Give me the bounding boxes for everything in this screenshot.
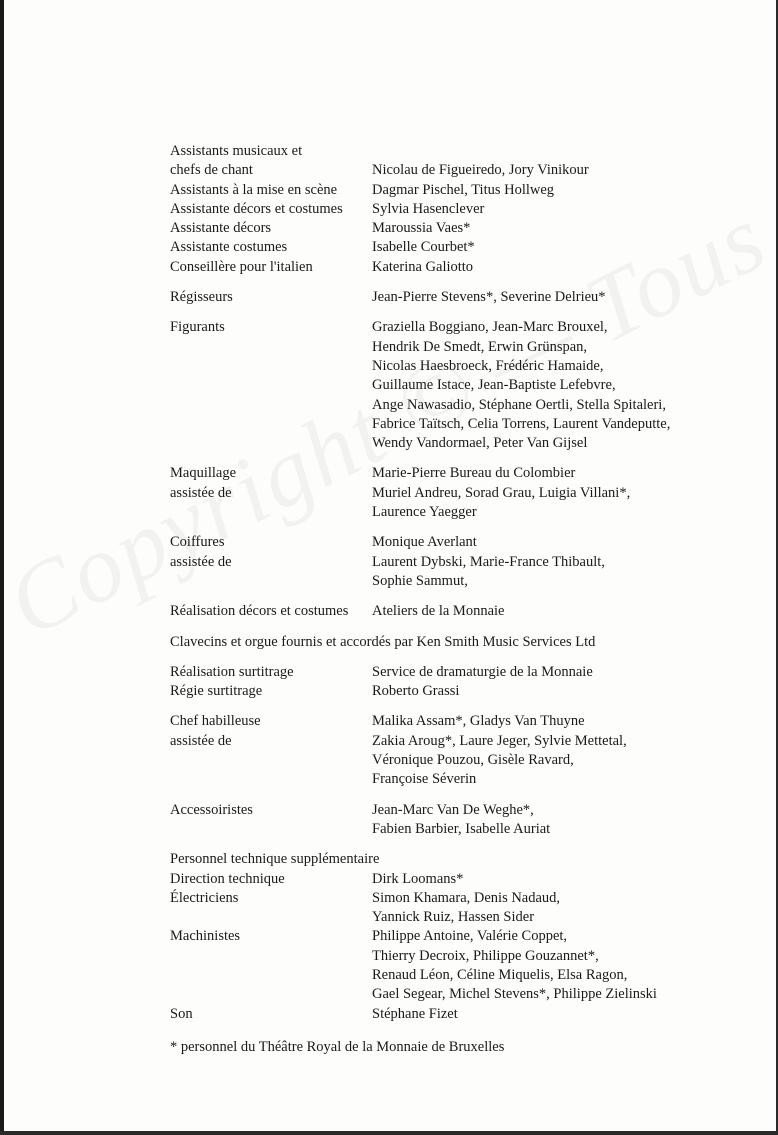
credit-role-label — [170, 966, 372, 985]
credit-row — [170, 376, 730, 395]
credit-row — [170, 908, 730, 927]
credit-names: Monique Averlant — [372, 534, 477, 551]
credit-row — [170, 801, 730, 820]
credit-role-label — [170, 908, 372, 927]
credit-role-label: Assistants musicaux et — [170, 143, 303, 159]
credit-role-label — [170, 820, 372, 839]
credit-role-label — [170, 947, 372, 966]
credit-row — [170, 288, 730, 307]
credit-section — [170, 663, 730, 702]
credit-row — [170, 602, 730, 621]
credit-row — [170, 434, 730, 453]
credit-row — [170, 238, 730, 257]
credit-row — [170, 682, 730, 701]
credit-role-label — [170, 415, 372, 434]
credit-names: Fabien Barbier, Isabelle Auriat — [372, 820, 551, 837]
credit-row — [170, 947, 730, 966]
credit-row — [170, 161, 730, 180]
credit-names: Roberto Grassi — [372, 683, 460, 700]
credit-row — [170, 484, 730, 503]
credit-role-label — [170, 503, 372, 522]
credit-role-label: Assistants à la mise en scène — [170, 181, 338, 198]
credit-role-label — [170, 572, 372, 591]
credit-names: Nicolau de Figueiredo, Jory Vinikour — [372, 162, 589, 179]
credit-section — [170, 712, 730, 789]
credit-names: Philippe Antoine, Valérie Coppet, — [372, 928, 568, 945]
credit-names: Laurent Dybski, Marie-France Thibault, — [372, 553, 605, 570]
credit-row — [170, 357, 730, 376]
credit-role-label: Machinistes — [170, 928, 241, 945]
credit-row — [170, 553, 730, 572]
credit-role-label: Assistante décors et costumes — [170, 200, 343, 217]
credit-names: Thierry Decroix, Philippe Gouzannet*, — [372, 947, 599, 964]
credits-list — [170, 142, 730, 1057]
credit-section — [170, 633, 730, 652]
credit-names: Zakia Aroug*, Laure Jeger, Sylvie Mettetal, — [372, 732, 627, 749]
credit-names: Jean-Pierre Stevens*, Severine Delrieu* — [372, 289, 606, 306]
credit-names: Sylvia Hasenclever — [372, 200, 485, 217]
credit-names: Françoise Séverin — [372, 771, 477, 788]
credit-names — [372, 850, 730, 869]
credit-role-label: Coiffures — [170, 534, 225, 551]
credit-names — [372, 142, 730, 161]
credit-role-label — [170, 338, 372, 357]
credit-row — [170, 142, 730, 161]
credit-names: Sophie Sammut, — [372, 572, 468, 589]
credit-role-label: Électriciens — [170, 889, 239, 906]
footnote: * personnel du Théâtre Royal de la Monnaie de Bruxelles — [170, 1038, 505, 1055]
credit-role-label: Conseillère pour l'italien — [170, 258, 313, 275]
credit-note-line: Clavecins et orgue fournis et accordés par Ken Smith Music Services Ltd — [170, 633, 596, 650]
credit-names: Fabrice Taïtsch, Celia Torrens, Laurent Vandeputte, — [372, 415, 671, 432]
credit-names: Graziella Boggiano, Jean-Marc Brouxel, — [372, 319, 608, 336]
credit-row — [170, 770, 730, 789]
credit-role-label — [170, 770, 372, 789]
credit-names: Renaud Léon, Céline Miquelis, Elsa Ragon, — [372, 966, 628, 983]
credit-role-label — [170, 434, 372, 453]
credit-role-label: assistée de — [170, 484, 232, 501]
credit-row — [170, 338, 730, 357]
credit-row — [170, 966, 730, 985]
credit-names: Laurence Yaegger — [372, 504, 477, 521]
credit-names: Wendy Vandormael, Peter Van Gijsel — [372, 435, 588, 452]
page-edge-left — [0, 0, 4, 1135]
credit-row — [170, 415, 730, 434]
credit-section — [170, 288, 730, 307]
credit-row — [170, 503, 730, 522]
credit-section — [170, 318, 730, 453]
credit-section — [170, 602, 730, 621]
credit-row — [170, 572, 730, 591]
credit-row — [170, 712, 730, 731]
credit-section — [170, 850, 730, 1024]
credit-names: Marie-Pierre Bureau du Colombier — [372, 465, 576, 482]
credit-names: Véronique Pouzou, Gisèle Ravard, — [372, 752, 574, 769]
credit-role-label: Son — [170, 1005, 193, 1022]
credit-row — [170, 985, 730, 1004]
credit-row — [170, 396, 730, 415]
credit-role-label: Personnel technique supplémentaire — [170, 851, 380, 868]
credit-names: Hendrik De Smedt, Erwin Grünspan, — [372, 338, 588, 355]
credit-role-label: Direction technique — [170, 870, 285, 887]
credit-role-label — [170, 376, 372, 395]
credit-role-label: Maquillage — [170, 465, 237, 482]
credit-row — [170, 927, 730, 946]
credit-names: Dagmar Pischel, Titus Hollweg — [372, 181, 555, 198]
page-edge-bottom — [0, 1131, 778, 1135]
credit-role-label — [170, 396, 372, 415]
credit-role-label — [170, 751, 372, 770]
credit-names: Simon Khamara, Denis Nadaud, — [372, 889, 561, 906]
credit-role-label: Réalisation décors et costumes — [170, 603, 349, 620]
credit-section — [170, 142, 730, 277]
credit-row — [170, 850, 730, 869]
credit-section — [170, 801, 730, 840]
credit-names: Gael Segear, Michel Stevens*, Philippe Zielinski — [372, 986, 657, 1003]
credit-role-label: Régie surtitrage — [170, 683, 263, 700]
credit-row — [170, 751, 730, 770]
credit-names: Katerina Galiotto — [372, 258, 474, 275]
credit-row — [170, 870, 730, 889]
credit-row — [170, 732, 730, 751]
credit-names: Muriel Andreu, Sorad Grau, Luigia Villani*, — [372, 484, 631, 501]
credit-names: Isabelle Courbet* — [372, 239, 475, 256]
credit-role-label: Réalisation surtitrage — [170, 663, 294, 680]
credit-role-label: Figurants — [170, 319, 225, 336]
credit-names: Guillaume Istace, Jean-Baptiste Lefebvre, — [372, 377, 616, 394]
credit-row — [170, 820, 730, 839]
credit-role-label — [170, 985, 372, 1004]
credit-names: Ange Nawasadio, Stéphane Oertli, Stella Spitaleri, — [372, 396, 666, 413]
credit-role-label: Régisseurs — [170, 289, 233, 306]
credit-role-label: Assistante costumes — [170, 239, 288, 256]
credit-role-label: assistée de — [170, 732, 232, 749]
credit-row — [170, 219, 730, 238]
credit-names: Yannick Ruiz, Hassen Sider — [372, 909, 535, 926]
credit-names: Service de dramaturgie de la Monnaie — [372, 663, 593, 680]
credit-names: Ateliers de la Monnaie — [372, 603, 505, 620]
credit-row — [170, 889, 730, 908]
credit-row — [170, 258, 730, 277]
credit-role-label — [170, 357, 372, 376]
credit-names: Malika Assam*, Gladys Van Thuyne — [372, 713, 585, 730]
credit-row — [170, 181, 730, 200]
credit-names: Stéphane Fizet — [372, 1005, 458, 1022]
credit-role-label: Assistante décors — [170, 220, 272, 237]
credit-row — [170, 318, 730, 337]
credit-role-label: Accessoiristes — [170, 801, 253, 818]
credit-row — [170, 464, 730, 483]
credit-names: Nicolas Haesbroeck, Frédéric Hamaide, — [372, 357, 604, 374]
credit-names: Maroussia Vaes* — [372, 220, 471, 237]
credit-names: Jean-Marc Van De Weghe*, — [372, 801, 534, 818]
credit-section — [170, 464, 730, 522]
credit-row — [170, 1005, 730, 1024]
credit-row — [170, 663, 730, 682]
credit-names: Dirk Loomans* — [372, 870, 464, 887]
credit-role-label: chefs de chant — [170, 162, 253, 179]
credit-role-label: Chef habilleuse — [170, 713, 261, 730]
credit-row — [170, 200, 730, 219]
credit-role-label: assistée de — [170, 553, 232, 570]
credit-row — [170, 533, 730, 552]
credit-section — [170, 533, 730, 591]
